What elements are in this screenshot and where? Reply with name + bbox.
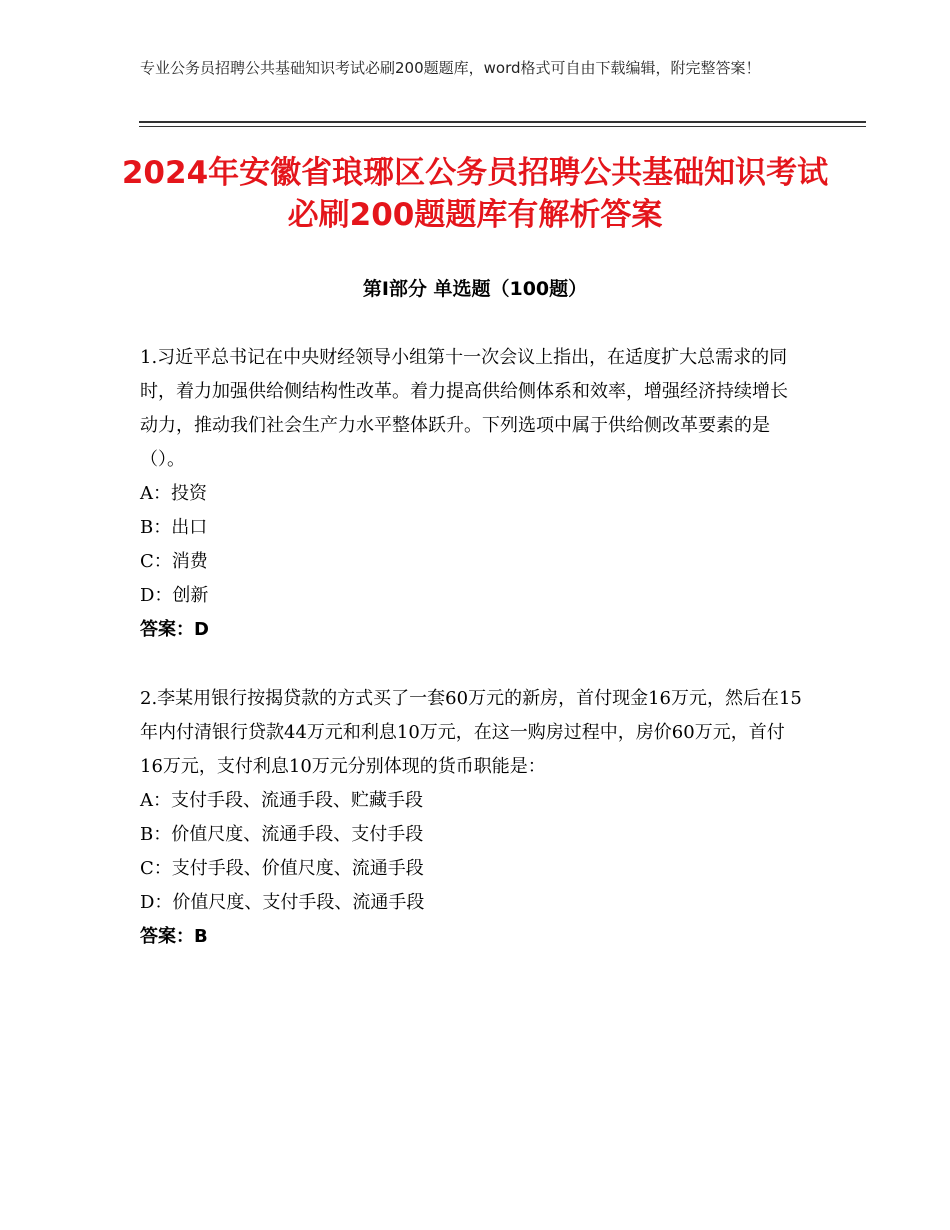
question-stem: 1.习近平总书记在中央财经领导小组第十一次会议上指出，在适度扩大总需求的同时，着力加强供给侧结构性改革。着力提高供给侧体系和效率，增强经济持续增长动力，推动我们社会生产力水平整体跃升。下列选项中属于供给侧改革要素的是（）。 [140,347,788,470]
option-d: D：价值尺度、支付手段、流通手段 [140,892,425,913]
header-rule-thick [139,121,866,123]
section-heading: 第Ⅰ部分 单选题（100题） [362,278,588,300]
header-note: 专业公务员招聘公共基础知识考试必刷200题题库，word格式可自由下载编辑，附完整答案！ [140,59,761,77]
option-a: A：支付手段、流通手段、贮藏手段 [140,790,423,811]
answer: 答案：B [140,926,208,947]
header-rule-thin [139,126,866,127]
option-b: B：出口 [140,517,208,538]
option-c: C：支付手段、价值尺度、流通手段 [140,858,424,879]
answer: 答案：D [140,619,209,640]
option-b: B：价值尺度、流通手段、支付手段 [140,824,424,845]
option-a: A：投资 [140,483,207,504]
option-d: D：创新 [140,585,209,606]
question-stem: 2.李某用银行按揭贷款的方式买了一套60万元的新房，首付现金16万元，然后在15年内付清银行贷款44万元和利息10万元，在这一购房过程中，房价60万元，首付16万元，支付利息10万元分别体现的货币职能是： [140,688,802,777]
document-title: 2024年安徽省琅琊区公务员招聘公共基础知识考试必刷200题题库有解析答案 [121,155,829,233]
option-c: C：消费 [140,551,208,572]
question-1 [140,341,805,647]
question-2 [140,682,805,954]
